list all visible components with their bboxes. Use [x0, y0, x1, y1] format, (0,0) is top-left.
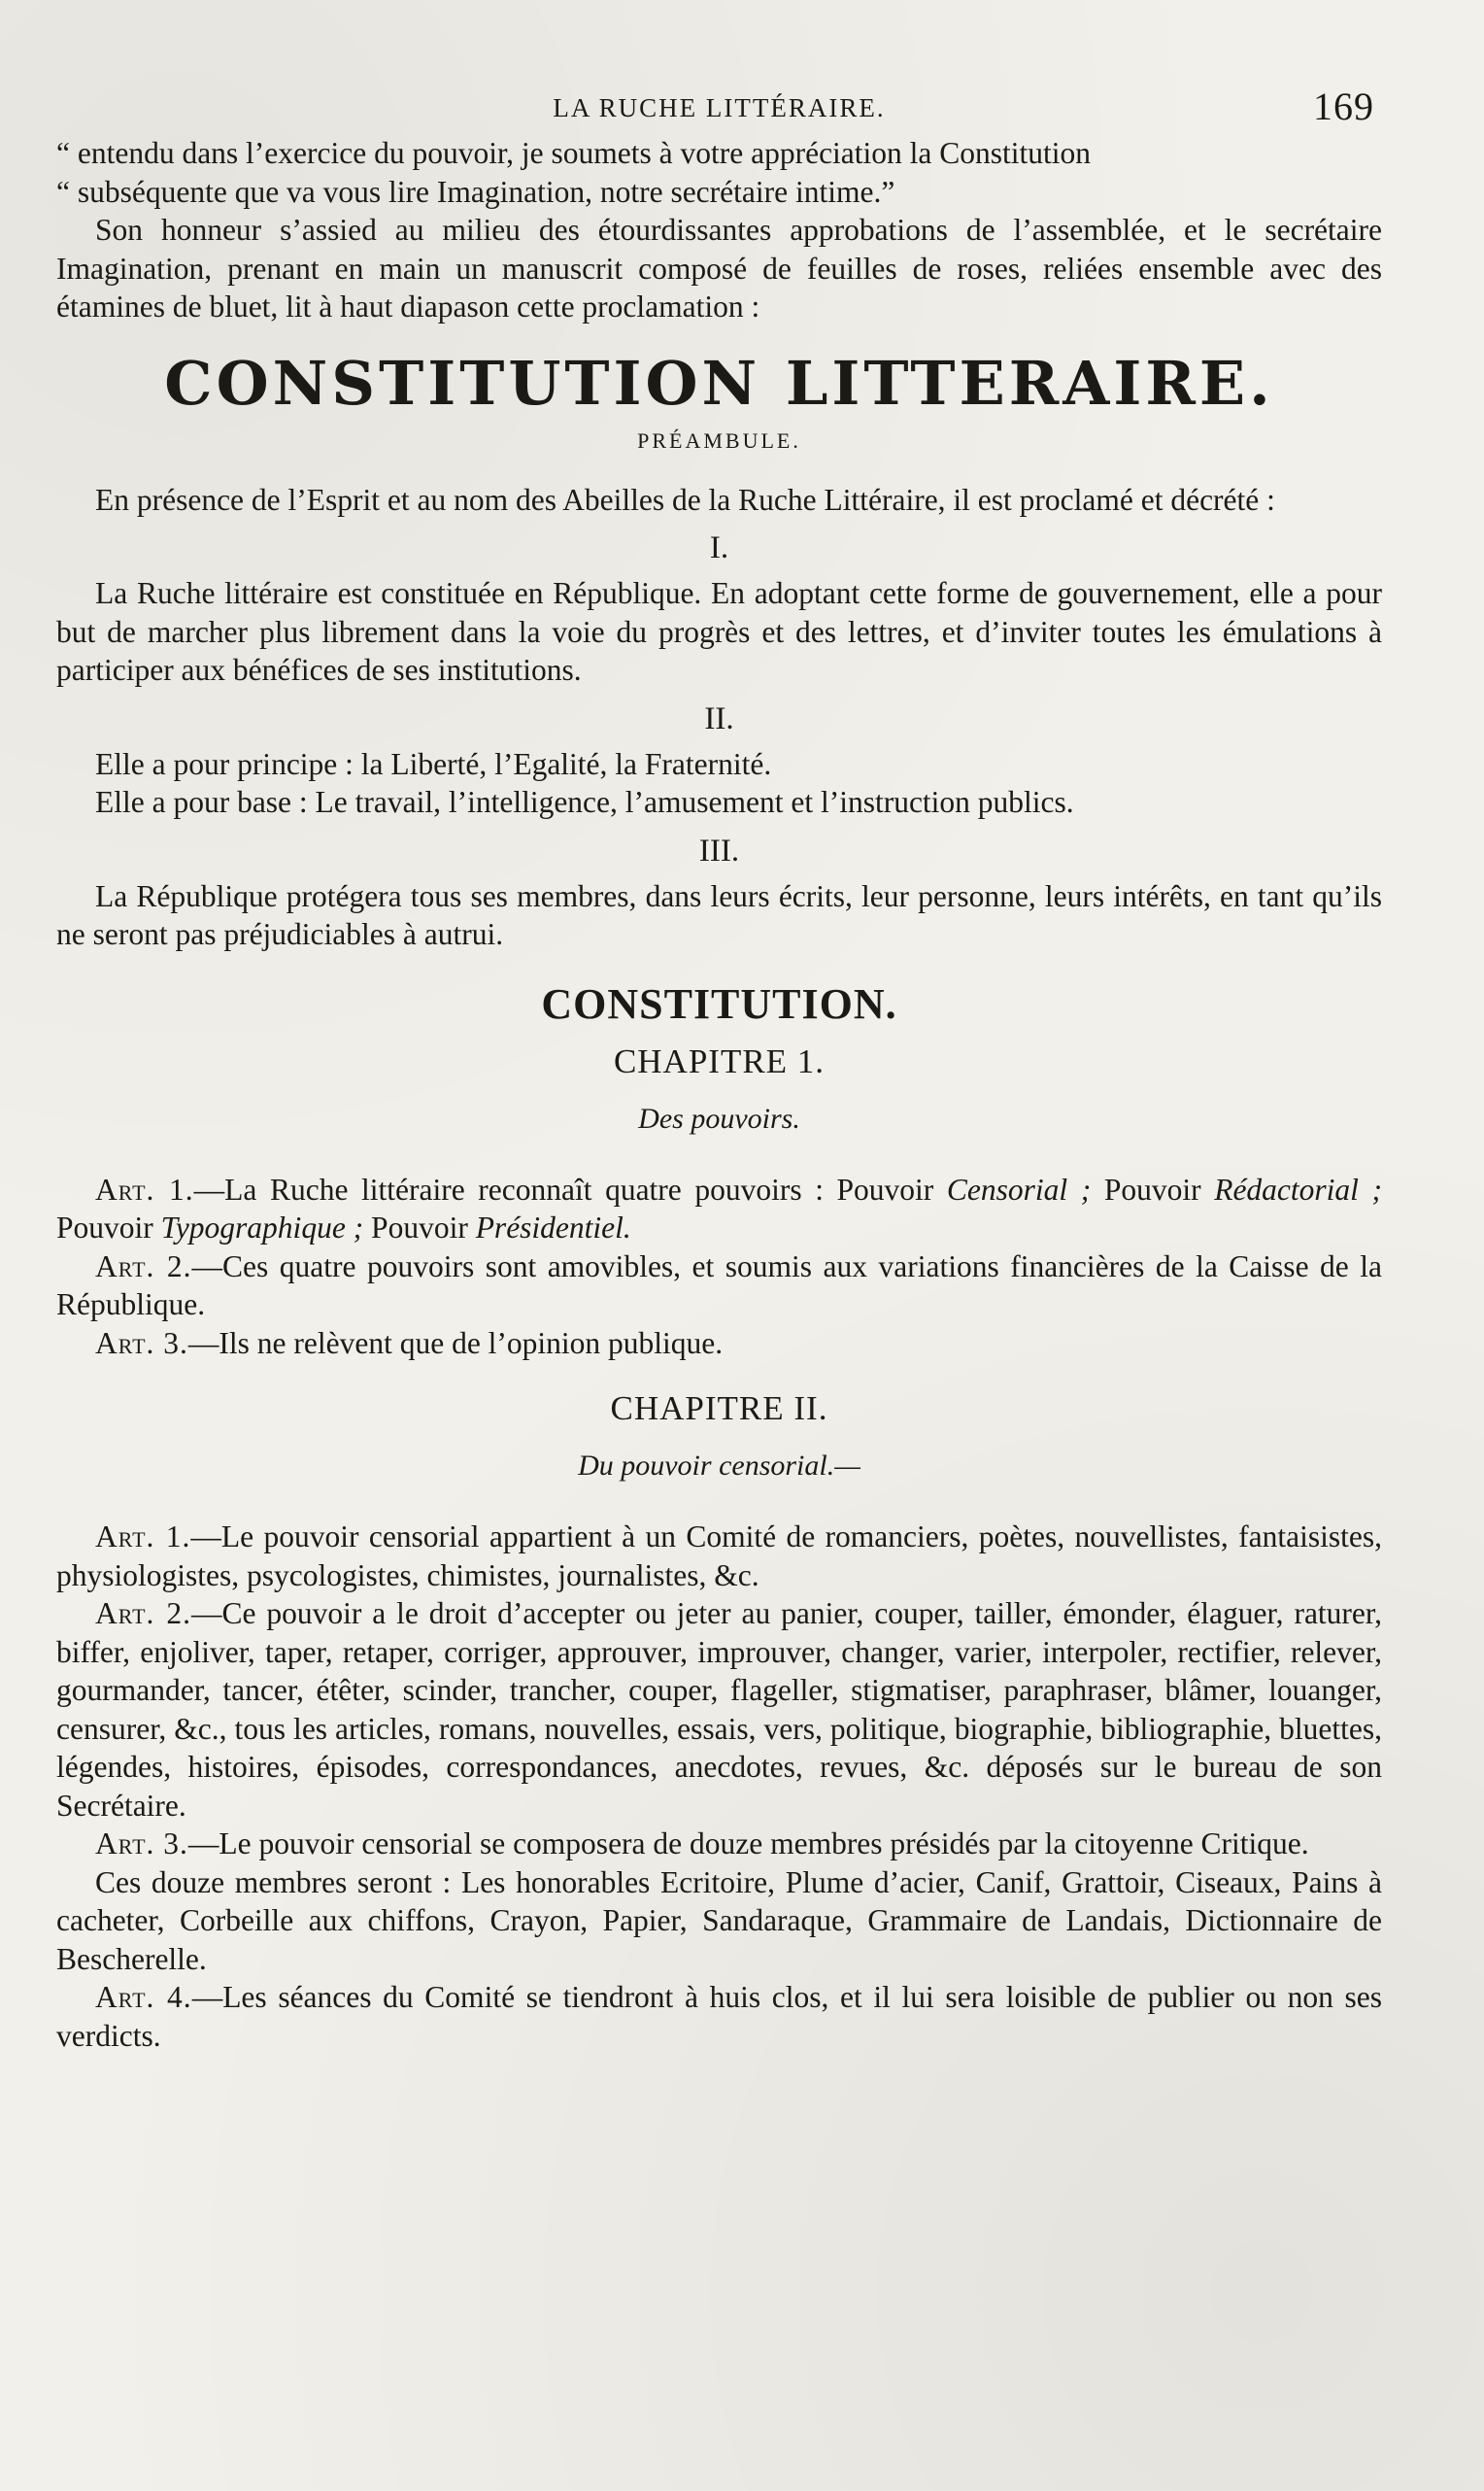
article-text: —Les séances du Comité se tiendront à huis clos, et il lui sera loisible de publier ou non ses verdicts. — [56, 1980, 1382, 2053]
power-redactorial: Rédactorial ; — [1214, 1172, 1383, 1207]
chapter-1-subtitle: Des pouvoirs. — [638, 1102, 800, 1135]
chapter-2-article-4 — [56, 1978, 1382, 2055]
intro-paragraph: Son honneur s’assied au milieu des étourdissantes approbations de l’assemblée, et le secrétaire Imagination, prenant en main un manuscrit composé de feuilles de roses, reliées ensemble avec des étamines de bluet, lit à haut diapason cette proclamation : — [56, 213, 1382, 324]
chapter-2-title: CHAPITRE II. — [610, 1389, 828, 1427]
power-censorial: Censorial ; — [946, 1172, 1092, 1207]
section-numeral-2: II. — [704, 700, 734, 736]
article-text: —Ces quatre pouvoirs sont amovibles, et soumis aux variations financières de la Caisse de la République. — [56, 1248, 1382, 1321]
article-text: Pouvoir — [56, 1211, 161, 1245]
article-text: —Le pouvoir censorial appartient à un Comité de romanciers, poètes, nouvellistes, fantaisistes, physiologistes, psycologistes, chimistes, journalistes, &c. — [56, 1519, 1382, 1592]
chapter-2-members: Ces douze membres seront : Les honorables Ecritoire, Plume d’acier, Canif, Grattoir, Ciseaux, Pains à cacheter, Corbeille aux chiffons, Crayon, Papier, Sandaraque, Grammaire de Landais, Dictionnaire de Bescherelle. — [56, 1864, 1382, 1976]
power-typographique: Typographique ; — [160, 1211, 364, 1245]
article-label: Art. 3. — [95, 1325, 188, 1360]
chapter-1-article-3 — [56, 1324, 1382, 1363]
section-2-paragraph-2: Elle a pour base : Le travail, l’intelligence, l’amusement et l’instruction publics. — [95, 785, 1074, 819]
article-label: Art. 1. — [95, 1172, 194, 1207]
chapter-2-subtitle: Du pouvoir censorial.— — [578, 1450, 860, 1482]
article-text: Pouvoir — [1091, 1172, 1215, 1207]
section-numeral-1: I. — [709, 530, 729, 565]
intro-line-2: “ subséquente que va vous lire Imagination, notre secrétaire intime.” — [56, 174, 895, 209]
page-number: 169 — [1313, 85, 1374, 128]
main-title: CONSTITUTION LITTERAIRE. — [164, 347, 1274, 419]
chapter-1-article-1 — [56, 1171, 1382, 1247]
article-label: Art. 1. — [95, 1519, 191, 1553]
article-text: —Ils ne relèvent que de l’opinion publique. — [187, 1325, 724, 1360]
page-header — [56, 80, 1382, 134]
article-label: Art. 4. — [95, 1980, 192, 2014]
preamble-text: En présence de l’Esprit et au nom des Abeilles de la Ruche Littéraire, il est proclamé et décrété : — [95, 482, 1275, 517]
intro-line-1: “ entendu dans l’exercice du pouvoir, je soumets à votre appréciation la Constitution — [56, 136, 1092, 170]
chapter-2-article-2 — [56, 1594, 1382, 1825]
section-1-paragraph: La Ruche littéraire est constituée en République. En adoptant cette forme de gouvernement, elle a pour but de marcher plus librement dans la voie du progrès et des lettres, et d’inviter toutes les émulations à participer aux bénéfices de ses institutions. — [56, 576, 1382, 687]
article-label: Art. 2. — [95, 1248, 192, 1283]
article-label: Art. 2. — [95, 1596, 191, 1630]
preamble-heading: PRÉAMBULE. — [637, 427, 801, 453]
article-text: —La Ruche littéraire reconnaît quatre pouvoirs : Pouvoir — [193, 1172, 947, 1207]
article-text: —Ce pouvoir a le droit d’accepter ou jeter au panier, couper, tailler, émonder, élaguer, raturer, biffer, enjoliver, taper, retaper, corriger, approuver, improuver, changer, varier, interpoler, rectifier, relever, gourmander, tancer, étêter, scinder, trancher, couper, flageller, stigmatiser, paraphraser, blâmer, louanger, censurer, &c., tous les articles, romans, nouvelles, essais, vers, politique, biographie, bibliographie, bluettes, légendes, histoires, épisodes, correspondances, anecdotes, revues, &c. déposés sur le bureau de son Secrétaire. — [56, 1596, 1382, 1823]
article-label: Art. 3. — [95, 1826, 188, 1860]
section-3-paragraph: La République protégera tous ses membres, dans leurs écrits, leur personne, leurs intérêts, en tant qu’ils ne seront pas préjudiciables à autrui. — [56, 878, 1382, 951]
chapter-1-title: CHAPITRE 1. — [613, 1041, 826, 1080]
article-text: Pouvoir — [363, 1211, 476, 1245]
constitution-title: CONSTITUTION. — [541, 979, 897, 1028]
chapter-2-article-3 — [56, 1825, 1382, 1863]
chapter-2-article-1 — [56, 1518, 1382, 1594]
chapter-1-article-2 — [56, 1247, 1382, 1324]
section-2-paragraph-1: Elle a pour principe : la Liberté, l’Egalité, la Fraternité. — [95, 746, 772, 781]
power-presidentiel: Présidentiel. — [475, 1211, 631, 1245]
running-title: LA RUCHE LITTÉRAIRE. — [553, 93, 886, 122]
article-text: —Le pouvoir censorial se composera de douze membres présidés par la citoyenne Critique. — [187, 1826, 1309, 1860]
section-numeral-3: III. — [698, 833, 740, 869]
